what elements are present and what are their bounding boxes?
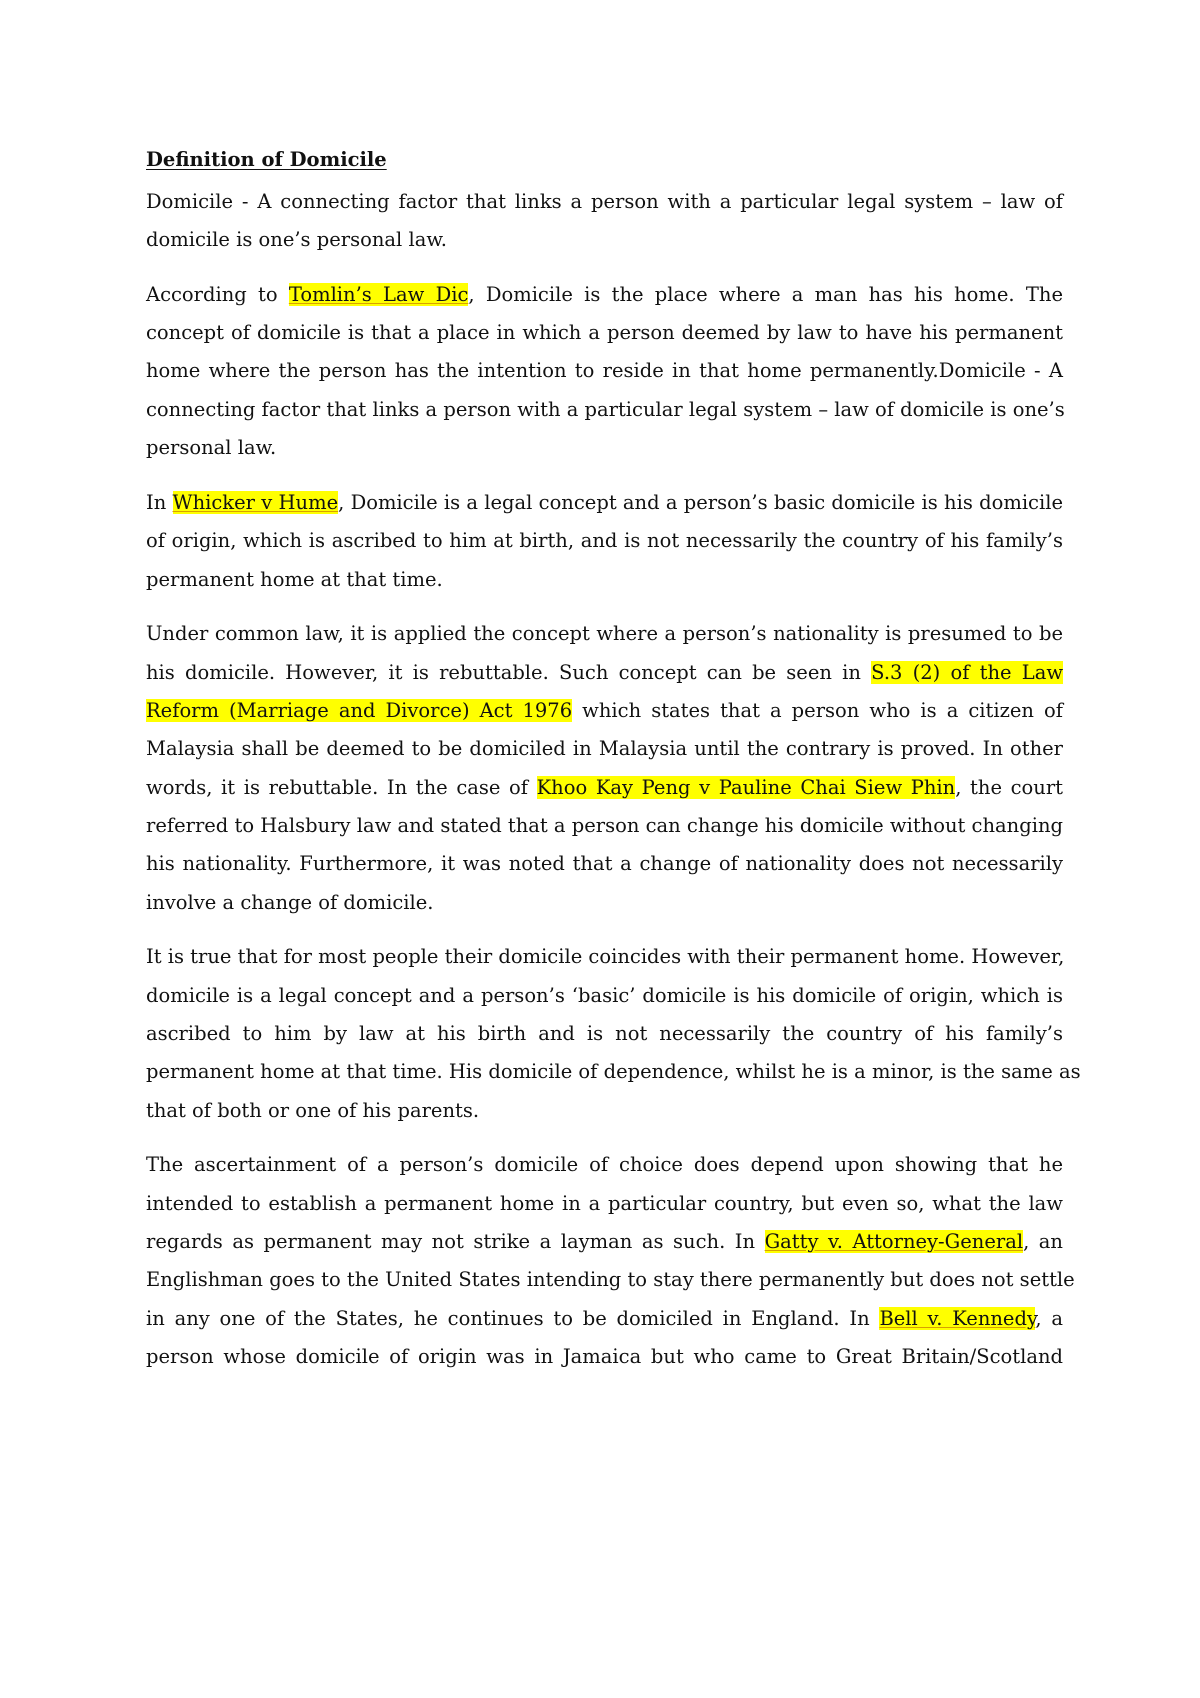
highlight-tomlins-law-dic: Tomlin’s Law Dic	[288, 283, 469, 306]
highlight-bell-v-kennedy: Bell v. Kennedy	[879, 1307, 1036, 1330]
paragraph-3-line-3: permanent home at that time.	[146, 568, 443, 591]
paragraph-4-line-2	[146, 659, 1063, 687]
paragraph-4-line-1: Under common law, it is applied the concept where a person’s nationality is presumed to be	[146, 622, 1063, 645]
paragraph-2-line-2: concept of domicile is that a place in which a person deemed by law to have his permanent	[146, 321, 1063, 344]
paragraph-5-line-2: domicile is a legal concept and a person’s ‘basic’ domicile is his domicile of origin, which is	[146, 984, 1063, 1007]
paragraph-6-line-1: The ascertainment of a person’s domicile of choice does depend upon showing that he	[146, 1153, 1063, 1176]
paragraph-3-line-2: of origin, which is ascribed to him at birth, and is not necessarily the country of his family’s	[146, 529, 1063, 552]
text-segment: , the court	[955, 776, 1063, 799]
paragraph-6-line-5	[146, 1305, 1063, 1333]
text-segment: his domicile. However, it is rebuttable. Such concept can be seen in	[146, 661, 872, 684]
text-segment: , an	[1023, 1230, 1063, 1253]
text-segment: which states that a person who is a citizen of	[572, 699, 1063, 722]
text-segment: words, it is rebuttable. In the case of	[146, 776, 537, 799]
paragraph-6-line-3	[146, 1228, 1063, 1256]
paragraph-5-line-3: ascribed to him by law at his birth and is not necessarily the country of his family’s	[146, 1022, 1063, 1045]
paragraph-4-line-7: his nationality. Furthermore, it was noted that a change of nationality does not necessarily	[146, 852, 1063, 875]
paragraph-4-line-4: Malaysia shall be deemed to be domiciled in Malaysia until the contrary is proved. In other	[146, 737, 1063, 760]
paragraph-4-line-5	[146, 774, 1063, 802]
highlight-s3-2-law: S.3 (2) of the Law	[871, 661, 1064, 684]
text-segment: , Domicile is the place where a man has his home. The	[468, 283, 1063, 306]
text-segment: regards as permanent may not strike a layman as such. In	[146, 1230, 765, 1253]
paragraph-1-line-1: Domicile - A connecting factor that links a person with a particular legal system – law of	[146, 190, 1063, 213]
highlight-whicker-v-hume: Whicker v Hume	[172, 491, 339, 514]
paragraph-2-line-5: personal law.	[146, 436, 277, 459]
paragraph-6-line-4: Englishman goes to the United States intending to stay there permanently but does not settle	[146, 1268, 1075, 1291]
text-segment: According to	[146, 283, 289, 306]
paragraph-4-line-6: referred to Halsbury law and stated that a person can change his domicile without changing	[146, 814, 1063, 837]
highlight-law-reform-act-1976: Reform (Marriage and Divorce) Act 1976	[146, 699, 573, 722]
paragraph-2-line-3: home where the person has the intention to reside in that home permanently.Domicile - A	[146, 359, 1063, 382]
paragraph-5-line-1: It is true that for most people their domicile coincides with their permanent home. However,	[146, 945, 1065, 968]
paragraph-5-line-4: permanent home at that time. His domicile of dependence, whilst he is a minor, is the same as	[146, 1060, 1081, 1083]
paragraph-1-line-2: domicile is one’s personal law.	[146, 228, 447, 251]
paragraph-2-line-1	[146, 281, 1063, 309]
text-segment: , Domicile is a legal concept and a person’s basic domicile is his domicile	[338, 491, 1063, 514]
paragraph-6-line-2: intended to establish a permanent home in a particular country, but even so, what the law	[146, 1192, 1063, 1215]
text-segment: in any one of the States, he continues to be domiciled in England. In	[146, 1307, 880, 1330]
paragraph-5-line-5: that of both or one of his parents.	[146, 1099, 480, 1122]
text-segment: In	[146, 491, 173, 514]
paragraph-2-line-4: connecting factor that links a person with a particular legal system – law of domicile is one’s	[146, 398, 1065, 421]
paragraph-6-line-6: person whose domicile of origin was in Jamaica but who came to Great Britain/Scotland	[146, 1345, 1063, 1368]
highlight-khoo-kay-peng: Khoo Kay Peng v Pauline Chai Siew Phin	[536, 776, 956, 799]
paragraph-4-line-3	[146, 697, 1063, 725]
highlight-gatty-v-attorney-general: Gatty v. Attorney-General	[764, 1230, 1024, 1253]
paragraph-4-line-8: involve a change of domicile.	[146, 891, 434, 914]
text-segment: , a	[1035, 1307, 1063, 1330]
paragraph-3-line-1	[146, 489, 1063, 517]
document-title: Definition of Domicile	[146, 148, 387, 171]
